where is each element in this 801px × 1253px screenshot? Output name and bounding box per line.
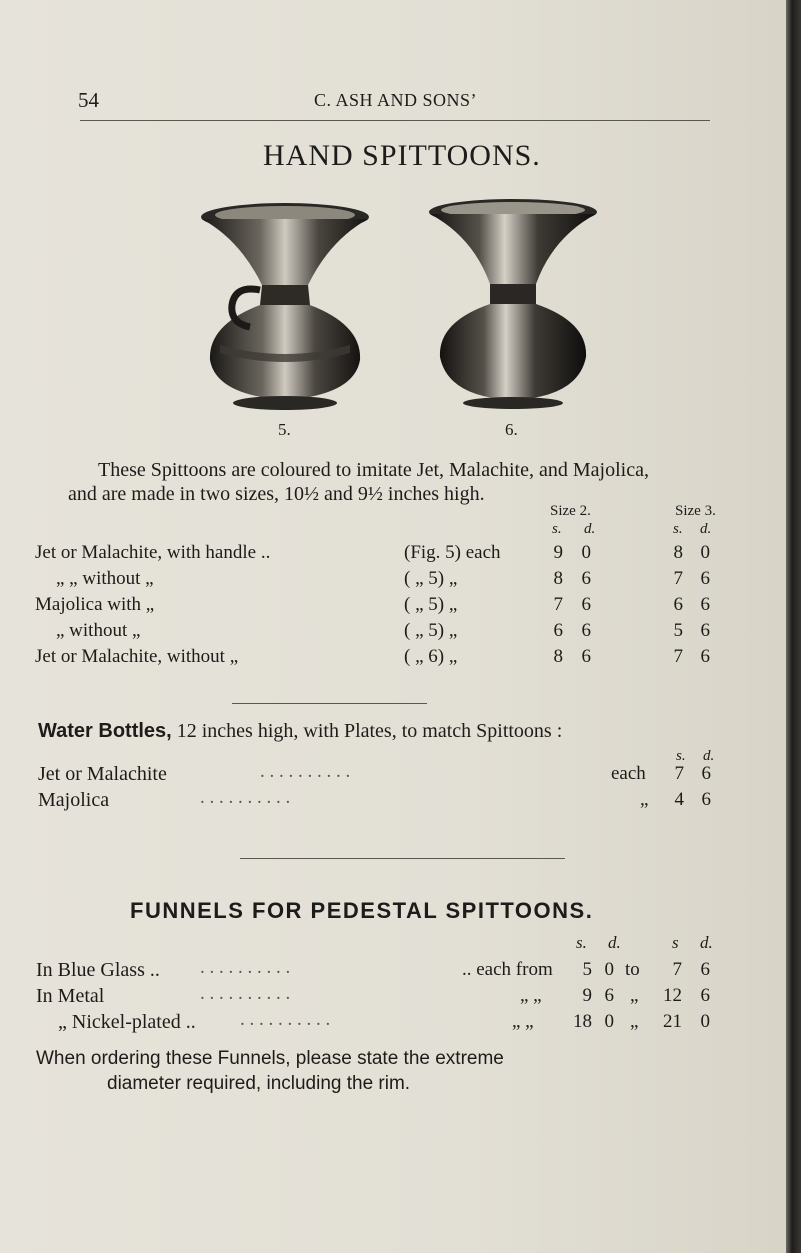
wb-d: 6 bbox=[701, 789, 711, 810]
leader-dots: . . . . . . . . . . bbox=[200, 787, 291, 808]
funnel-d2: 0 bbox=[700, 1011, 710, 1032]
row-size2-s: 7 bbox=[553, 594, 563, 615]
page-title: HAND SPITTOONS. bbox=[263, 139, 541, 172]
funnel-d1: 0 bbox=[604, 959, 614, 980]
row-size3-d: 6 bbox=[700, 646, 710, 667]
water-bottles-heading-bold: Water Bottles, bbox=[38, 720, 172, 742]
row-size3-d: 0 bbox=[700, 542, 710, 563]
funnel-currency-d2: d. bbox=[700, 933, 713, 952]
funnel-d1: 0 bbox=[604, 1011, 614, 1032]
currency-d-size2: d. bbox=[584, 521, 596, 537]
funnel-each: „ „ bbox=[512, 1011, 534, 1032]
book-binding-edge bbox=[786, 0, 801, 1253]
wb-d: 6 bbox=[701, 763, 711, 784]
wb-s: 7 bbox=[674, 763, 684, 784]
figure-5-label: 5. bbox=[278, 420, 291, 439]
leader-dots: . . . . . . . . . . bbox=[200, 983, 291, 1004]
row-size3-s: 7 bbox=[673, 646, 683, 667]
leader-dots: . . . . . . . . . . bbox=[200, 957, 291, 978]
row-fig: ( „ 5) „ bbox=[404, 620, 458, 641]
row-size2-d: 6 bbox=[581, 620, 591, 641]
spittoon-fig5-illustration bbox=[180, 195, 390, 410]
currency-s-size3: s. bbox=[673, 521, 683, 537]
wb-name: Jet or Malachite bbox=[38, 763, 167, 785]
row-fig: ( „ 5) „ bbox=[404, 568, 458, 589]
funnel-to: „ bbox=[630, 985, 639, 1006]
funnel-to: „ bbox=[630, 1011, 639, 1032]
funnel-d1: 6 bbox=[604, 985, 614, 1006]
funnel-s2: 21 bbox=[663, 1011, 682, 1032]
water-bottles-heading bbox=[38, 720, 562, 743]
section-divider bbox=[240, 858, 565, 859]
section-divider bbox=[232, 703, 427, 704]
intro-line-2: and are made in two sizes, 10½ and 9½ inches high. bbox=[68, 483, 485, 505]
row-size3-s: 8 bbox=[673, 542, 683, 563]
row-name: Jet or Malachite, without „ bbox=[35, 646, 239, 667]
wb-each: each bbox=[611, 763, 646, 784]
funnel-s2: 7 bbox=[672, 959, 682, 980]
funnel-each: „ „ bbox=[520, 985, 542, 1006]
leader-dots: . . . . . . . . . . bbox=[240, 1009, 331, 1030]
row-size2-d: 6 bbox=[581, 594, 591, 615]
row-size3-s: 6 bbox=[673, 594, 683, 615]
running-head: C. ASH AND SONS’ bbox=[314, 90, 478, 110]
currency-d-size3: d. bbox=[700, 521, 712, 537]
funnel-s1: 5 bbox=[582, 959, 592, 980]
row-name: „ „ without „ bbox=[56, 568, 154, 589]
currency-s-size2: s. bbox=[552, 521, 562, 537]
row-size3-d: 6 bbox=[700, 568, 710, 589]
intro-line-1: These Spittoons are coloured to imitate Jet, Malachite, and Majolica, bbox=[98, 459, 649, 481]
row-size3-d: 6 bbox=[700, 594, 710, 615]
wb-each: „ bbox=[640, 789, 649, 810]
funnel-name: „ Nickel-plated .. bbox=[58, 1011, 196, 1033]
funnel-s1: 18 bbox=[573, 1011, 592, 1032]
funnel-d2: 6 bbox=[700, 959, 710, 980]
figure-6-label: 6. bbox=[505, 420, 518, 439]
row-size2-d: 6 bbox=[581, 568, 591, 589]
row-name: Majolica with „ bbox=[35, 594, 155, 615]
funnel-name: In Metal bbox=[36, 985, 105, 1007]
funnel-name: In Blue Glass .. bbox=[36, 959, 160, 981]
funnels-title: FUNNELS FOR PEDESTAL SPITTOONS. bbox=[130, 898, 594, 923]
row-size3-s: 5 bbox=[673, 620, 683, 641]
funnel-each: .. each from bbox=[462, 959, 553, 980]
row-size2-s: 8 bbox=[553, 646, 563, 667]
funnels-note-line-2: diameter required, including the rim. bbox=[107, 1073, 411, 1094]
funnel-currency-s2: s bbox=[672, 933, 679, 952]
spittoon-fig6-illustration bbox=[418, 192, 608, 410]
row-name: Jet or Malachite, with handle .. bbox=[35, 542, 271, 563]
funnel-s1: 9 bbox=[582, 985, 592, 1006]
row-size3-d: 6 bbox=[700, 620, 710, 641]
row-fig: (Fig. 5) each bbox=[404, 542, 501, 563]
row-fig: ( „ 5) „ bbox=[404, 594, 458, 615]
wb-currency-s: s. bbox=[676, 748, 686, 764]
wb-currency-d: d. bbox=[703, 748, 715, 764]
row-name: „ without „ bbox=[56, 620, 141, 641]
funnels-note-line-1: When ordering these Funnels, please state the extreme bbox=[36, 1048, 504, 1069]
funnel-currency-s1: s. bbox=[576, 933, 587, 952]
wb-name: Majolica bbox=[38, 789, 110, 811]
row-fig: ( „ 6) „ bbox=[404, 646, 458, 667]
header-rule bbox=[80, 120, 710, 121]
leader-dots: . . . . . . . . . . bbox=[260, 761, 351, 782]
size-3-header: Size 3. bbox=[675, 503, 716, 519]
row-size2-s: 9 bbox=[553, 542, 563, 563]
page-number: 54 bbox=[78, 88, 99, 112]
row-size3-s: 7 bbox=[673, 568, 683, 589]
funnel-s2: 12 bbox=[663, 985, 682, 1006]
water-bottles-heading-rest: 12 inches high, with Plates, to match Spittoons : bbox=[176, 720, 563, 742]
row-size2-d: 0 bbox=[581, 542, 591, 563]
row-size2-s: 8 bbox=[553, 568, 563, 589]
row-size2-d: 6 bbox=[581, 646, 591, 667]
size-2-header: Size 2. bbox=[550, 503, 591, 519]
funnel-d2: 6 bbox=[700, 985, 710, 1006]
row-size2-s: 6 bbox=[553, 620, 563, 641]
funnel-currency-d1: d. bbox=[608, 933, 621, 952]
wb-s: 4 bbox=[674, 789, 684, 810]
funnel-to: to bbox=[625, 959, 640, 980]
